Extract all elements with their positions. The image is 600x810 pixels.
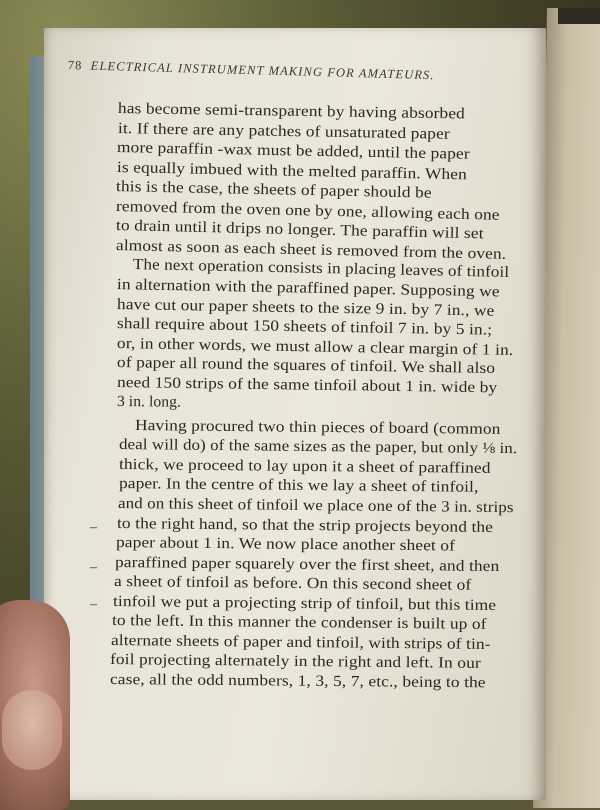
text-line: to the left. In this manner the condenser is built up of: [111, 612, 487, 634]
text-line: need 150 strips of the same tinfoil about 1 in. wide by: [116, 373, 498, 396]
text-line: case, all the odd numbers, 1, 3, 5, 7, etc., being to the: [109, 670, 486, 692]
text-line: Having procured two thin pieces of board (common: [134, 416, 501, 438]
text-line: 3 in. long.: [116, 393, 182, 411]
text-line: deal will do) of the same sizes as the paper, but only ⅛ in.: [118, 436, 518, 458]
text-line: a sheet of tinfoil as before. On this second sheet of: [113, 573, 472, 594]
text-line: and on this sheet of tinfoil we place one of the 3 in. strips: [117, 495, 514, 517]
text-line: paraffined paper squarely over the first sheet, and then: [114, 553, 500, 575]
text-line: to the right hand, so that the strip projects beyond the: [116, 514, 494, 536]
text-line: this is the case, the sheets of paper should be: [115, 178, 432, 202]
text-line: removed from the oven one by one, allowing each one: [115, 197, 500, 224]
facing-page-shadow: [558, 8, 600, 24]
text-line: shall require about 150 sheets of tinfoil 7 in. by 5 in.;: [116, 315, 493, 339]
text-line: almost as soon as each sheet is removed from the oven.: [115, 236, 507, 263]
thumbnail: [2, 690, 62, 770]
text-line: to drain until it drips no longer. The paraffin will set: [115, 217, 484, 243]
text-line: is equally imbued with the melted paraffin. When: [116, 158, 468, 183]
text-line: paper about 1 in. We now place another sheet of: [115, 534, 456, 555]
text-line: foil projecting alternately in the right and left. In our: [109, 651, 481, 673]
text-line: paper. In the centre of this we lay a sheet of tinfoil,: [118, 475, 479, 497]
page-number: 78: [67, 58, 83, 73]
text-line: more paraffin -wax must be added, until the paper: [116, 139, 470, 163]
text-line: tinfoil we put a projecting strip of tinfoil, but this time: [112, 592, 497, 614]
text-line: in alternation with the paraffined paper. Supposing we: [116, 275, 500, 301]
text-line: or, in other words, we must allow a clear margin of 1 in.: [116, 334, 514, 359]
text-line: have cut our paper sheets to the size 9 in. by 7 in., we: [116, 295, 495, 320]
margin-mark: –: [90, 520, 97, 535]
running-head-title: ELECTRICAL INSTRUMENT MAKING FOR AMATEURS.: [90, 58, 435, 83]
text-line: it. If there are any patches of unsaturated paper: [117, 119, 450, 143]
text-line: The next operation consists in placing leaves of tinfoil: [132, 256, 510, 282]
text-line: of paper all round the squares of tinfoil. We shall also: [116, 354, 496, 378]
text-line: has become semi-transparent by having absorbed: [117, 100, 466, 123]
margin-mark: –: [90, 560, 97, 575]
text-line: thick, we proceed to lay upon it a sheet of paraffined: [118, 455, 491, 477]
margin-mark: –: [90, 597, 97, 612]
text-line: alternate sheets of paper and tinfoil, with strips of tin-: [110, 631, 491, 653]
